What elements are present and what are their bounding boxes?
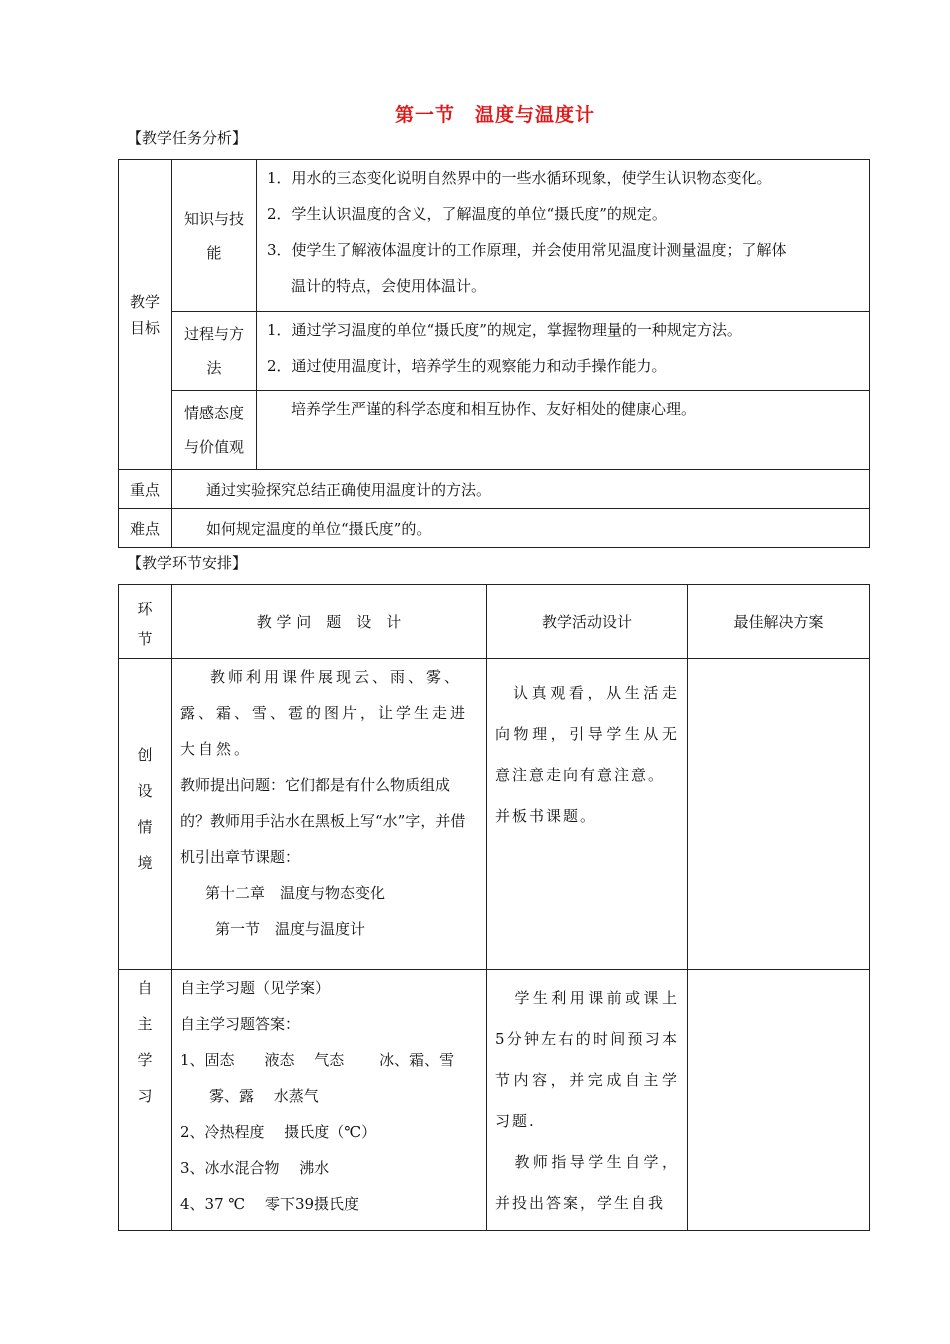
process-content-cell bbox=[257, 312, 870, 391]
header-activity: 教学活动设计 bbox=[487, 585, 688, 659]
row-design-scenario bbox=[172, 659, 487, 970]
row-env-scenario bbox=[119, 659, 172, 970]
design-section: 第一节 温度与温度计 bbox=[215, 920, 366, 938]
header-env bbox=[119, 585, 172, 659]
header-env-line-2: 节 bbox=[137, 629, 153, 648]
section-label-task-analysis: 【教学任务分析】 bbox=[127, 129, 248, 147]
env-char: 情 bbox=[137, 818, 153, 836]
objectives-category-line-2: 目标 bbox=[129, 318, 160, 337]
design-paragraph-2: 教师提出问题：它们都是有什么物质组成的？教师用手沾水在黑板上写“水”字，并借机引出章节课题： bbox=[180, 776, 466, 866]
env-char: 设 bbox=[137, 782, 153, 800]
header-design: 教 学 问 题 设 计 bbox=[172, 585, 487, 659]
process-label-cell bbox=[172, 312, 257, 391]
env-char: 境 bbox=[137, 854, 153, 872]
design-paragraph-1: 教师利用课件展现云、雨、雾、露、霜、雪、雹的图片，让学生走进大自然。 bbox=[180, 668, 469, 758]
emotion-text: 培养学生严谨的科学态度和相互协作、友好相处的健康心理。 bbox=[291, 400, 697, 418]
design-line: 自主学习题答案： bbox=[180, 1015, 301, 1033]
design-chapter: 第十二章 温度与物态变化 bbox=[205, 884, 386, 902]
emotion-label-line-1: 情感态度 bbox=[183, 404, 244, 422]
page-title: 第一节 温度与温度计 bbox=[394, 104, 595, 126]
knowledge-label-line-1: 知识与技 bbox=[183, 209, 244, 228]
process-label-line-2: 法 bbox=[206, 359, 222, 377]
difficulty-label: 难点 bbox=[119, 509, 172, 548]
row-activity-scenario bbox=[487, 659, 688, 970]
design-line: 自主学习题（见学案） bbox=[180, 979, 331, 997]
activity-paragraph-2: 教师指导学生自学，并投出答案，学生自我 bbox=[495, 1153, 679, 1212]
design-line: 雾、露 水蒸气 bbox=[194, 1087, 319, 1105]
env-char: 学 bbox=[137, 1051, 153, 1069]
section-label-teaching-steps: 【教学环节安排】 bbox=[127, 554, 248, 572]
process-item-2: 2．通过使用温度计，培养学生的观察能力和动手操作能力。 bbox=[267, 357, 667, 375]
header-solution: 最佳解决方案 bbox=[688, 585, 870, 659]
env-char: 习 bbox=[137, 1087, 153, 1105]
env-char: 创 bbox=[137, 746, 153, 764]
knowledge-item-3-continued: 温计的特点，会使用体温计。 bbox=[291, 277, 487, 295]
design-line: 1、固态 液态 气态 冰、霜、雪 bbox=[180, 1051, 455, 1069]
teaching-steps-table bbox=[118, 584, 870, 1231]
objectives-category-line-1: 教学 bbox=[129, 292, 160, 311]
row-env-self-study bbox=[119, 970, 172, 1231]
header-env-line-1: 环 bbox=[137, 599, 153, 618]
row-design-self-study bbox=[172, 970, 487, 1231]
activity-paragraph-1: 认真观看，从生活走向物理，引导学生从无意注意走向有意注意。 bbox=[495, 684, 679, 784]
teaching-task-table bbox=[118, 159, 870, 548]
emotion-label-line-2: 与价值观 bbox=[183, 438, 244, 456]
row-solution-scenario bbox=[688, 659, 870, 970]
process-label-line-1: 过程与方 bbox=[183, 325, 244, 343]
env-char: 主 bbox=[137, 1015, 153, 1033]
objectives-category-cell bbox=[119, 160, 172, 470]
knowledge-item-3: 3．使学生了解液体温度计的工作原理，并会使用常见温度计测量温度；了解体 bbox=[267, 241, 787, 259]
row-activity-self-study bbox=[487, 970, 688, 1231]
design-line: 4、37 ℃ 零下39摄氏度 bbox=[180, 1195, 360, 1213]
key-point-text: 通过实验探究总结正确使用温度计的方法。 bbox=[172, 470, 870, 509]
knowledge-item-2: 2．学生认识温度的含义，了解温度的单位“摄氏度”的规定。 bbox=[267, 205, 667, 223]
knowledge-label-cell bbox=[172, 160, 257, 312]
knowledge-content-cell bbox=[257, 160, 870, 312]
process-item-1: 1．通过学习温度的单位“摄氏度”的规定，掌握物理量的一种规定方法。 bbox=[267, 321, 742, 339]
difficulty-text: 如何规定温度的单位“摄氏度”的。 bbox=[172, 509, 870, 548]
design-line: 2、冷热程度 摄氏度（℃） bbox=[180, 1123, 377, 1141]
emotion-content-cell bbox=[257, 391, 870, 470]
activity-paragraph-1: 学生利用课前或课上5分钟左右的时间预习本节内容，并完成自主学习题. bbox=[495, 989, 679, 1130]
activity-paragraph-2: 并板书课题。 bbox=[495, 807, 598, 825]
emotion-label-cell bbox=[172, 391, 257, 470]
knowledge-item-1: 1．用水的三态变化说明自然界中的一些水循环现象，使学生认识物态变化。 bbox=[267, 169, 772, 187]
key-point-label: 重点 bbox=[119, 470, 172, 509]
env-char: 自 bbox=[137, 979, 153, 997]
design-line: 3、冰水混合物 沸水 bbox=[180, 1159, 330, 1177]
row-solution-self-study bbox=[688, 970, 870, 1231]
knowledge-label-line-2: 能 bbox=[206, 243, 222, 262]
